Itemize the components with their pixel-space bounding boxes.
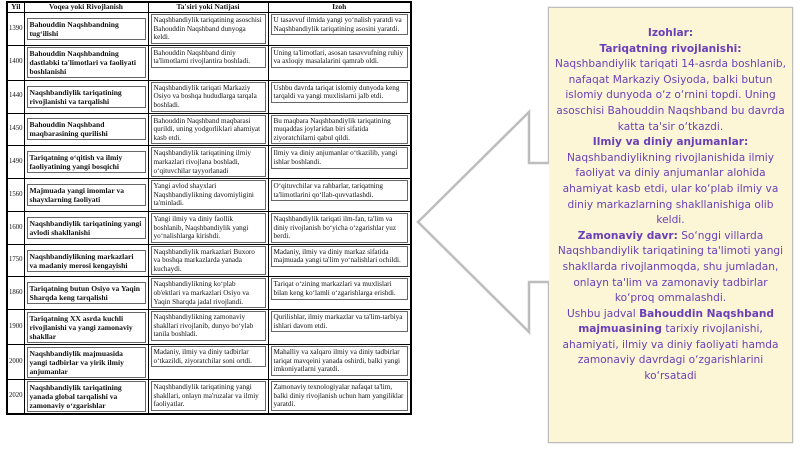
- result-cell-text: Naqshbandiylikning ko‘plab ob'ektlari va markazlari Osiyo va Yaqin Sharqda jadal rivojlandi.: [151, 278, 266, 308]
- year-cell: 1390: [7, 13, 24, 46]
- table-row: [7, 45, 411, 80]
- event-cell-text: Naqshbandiylik tariqatining yangi avlodi shakllanishi: [27, 217, 146, 239]
- note-cell-text: Madaniy, ilmiy va diniy markaz sifatida majmuada yangi ta'lim yo‘nalishlari ochildi.: [271, 246, 409, 267]
- table-row: [7, 345, 411, 380]
- note-cell: [268, 345, 411, 380]
- result-cell-text: Naqshbandiylik tariqatining ilmiy markazlari rivojlana boshladi, o‘qituvchilar tayyorlanadi: [151, 147, 266, 177]
- event-cell: [24, 310, 148, 345]
- table-row: [7, 244, 411, 277]
- event-cell: [24, 244, 148, 277]
- event-cell: [24, 13, 148, 46]
- table-row: [7, 277, 411, 310]
- note-cell-text: Mahalliy va xalqaro ilmiy va diniy tadbirlar tariqat mavqeini yanada oshirdi, balki yangi imkoniyatlarni yaratdi.: [271, 346, 409, 376]
- section-body-conferences: Naqshbandiylikning rivojlanishida ilmiy faoliyat va diniy anjumanlar alohida ahamiyat kasb etdi, ular ko‘plab ilmiy va diniy markazlarning shakllanishiga olib keldi.: [562, 151, 779, 227]
- event-cell: [24, 345, 148, 380]
- column-header-year: Yil: [7, 2, 24, 13]
- section-heading-modern: Zamonaviy davr:: [577, 229, 678, 242]
- table-row: [7, 211, 411, 244]
- event-cell-text: Majmuada yangi imomlar va shayxlarning faoliyati: [27, 184, 146, 206]
- result-cell-text: Naqshbandiylik tariqatining yangi shakllari, onlayn ma'ruzalar va ilmiy faoliyatlar.: [151, 381, 266, 411]
- note-cell-text: Uning ta'limotlari, asosan tasavvufning ruhiy va axloqiy masalalarini qamrab oldi.: [271, 47, 409, 68]
- year-cell: 1440: [7, 80, 24, 113]
- result-cell-text: Yangi ilmiy va diniy faollik boshlanib, Naqshbandiylik yangi yo‘nalishlarga kirishdi.: [151, 213, 266, 243]
- year-cell: 1450: [7, 113, 24, 146]
- column-header-note: Izoh: [268, 2, 411, 13]
- table-row: [7, 80, 411, 113]
- result-cell-text: Bahouddin Naqshband maqbarasi qurildi, uning yodgorliklari ahamiyat kasb etdi.: [151, 115, 266, 145]
- result-cell: [148, 277, 268, 310]
- column-header-event: Voqea yoki Rivojlanish: [24, 2, 148, 13]
- event-cell: [24, 277, 148, 310]
- event-cell-text: Naqshbandiylik tariqatining rivojlanishi va tarqalishi: [27, 86, 146, 108]
- result-cell: [148, 113, 268, 146]
- year-cell: 1490: [7, 146, 24, 179]
- result-cell-text: Naqshbandiylik tariqatining asoschisi Bahouddin Naqshband dunyoga keldi.: [151, 14, 266, 44]
- table-body: [7, 13, 411, 415]
- note-cell-text: Tariqat o‘zining markazlari va muxlislari bilan keng ko‘lamli o‘zgarishlarga erishdi.: [271, 278, 409, 299]
- result-cell-text: Naqshbandiylik tariqati Markaziy Osiyo va boshqa hududlarga tarqala boshladi.: [151, 82, 266, 112]
- result-cell: [148, 45, 268, 80]
- result-cell-text: Madaniy, ilmiy va diniy tadbirlar o‘tkazildi, ziyoratchilar soni ortdi.: [151, 346, 266, 367]
- note-cell: [268, 80, 411, 113]
- event-cell: [24, 45, 148, 80]
- event-cell-text: Naqshbandiylik tariqatining yanada global tarqalishi va zamonaviy o‘zgarishlar: [27, 381, 146, 412]
- year-cell: 1860: [7, 277, 24, 310]
- event-cell: [24, 211, 148, 244]
- result-cell: [148, 380, 268, 415]
- note-cell: [268, 146, 411, 179]
- event-cell: [24, 80, 148, 113]
- event-cell-text: Tariqatning butun Osiyo va Yaqin Sharqda keng tarqalishi: [27, 282, 146, 304]
- event-cell: [24, 146, 148, 179]
- section-heading-development: Tariqatning rivojlanishi:: [599, 42, 742, 55]
- note-cell: [268, 45, 411, 80]
- note-cell: [268, 244, 411, 277]
- note-cell: [268, 211, 411, 244]
- year-cell: 1750: [7, 244, 24, 277]
- table-row: [7, 179, 411, 212]
- result-cell: [148, 211, 268, 244]
- table-row: [7, 146, 411, 179]
- result-cell-text: Naqshbandiylik markazlari Buxoro va boshqa markazlarda yanada kuchaydi.: [151, 246, 266, 276]
- closing-paragraph: [553, 307, 788, 385]
- result-cell: [148, 310, 268, 345]
- result-cell: [148, 80, 268, 113]
- event-cell-text: Tariqatning XX asrda kuchli rivojlanishi va yangi zamonaviy shakllar: [27, 312, 146, 343]
- note-cell: [268, 113, 411, 146]
- year-cell: 2000: [7, 345, 24, 380]
- result-cell: [148, 179, 268, 212]
- note-cell-text: Bu maqbara Naqshbandiylik tariqatining muqaddas joylaridan biri sifatida ziyoratchilarni qabul qildi.: [271, 115, 409, 145]
- explanation-title: Izohlar:: [647, 27, 694, 39]
- result-cell-text: Bahouddin Naqshband diniy ta'limotlarni rivojlantira boshladi.: [151, 47, 266, 68]
- table-header-row: [7, 2, 411, 13]
- note-cell-text: Ilmiy va diniy anjumanlar o‘tkazilib, yangi ishlar boshlandi.: [271, 147, 409, 168]
- event-cell-text: Bahouddin Naqshband maqbarasining qurilishi: [27, 118, 146, 140]
- result-cell-text: Naqshbandiylikning zamonaviy shakllari rivojlanib, dunyo bo‘ylab tanila boshladi.: [151, 311, 266, 341]
- event-cell: [24, 113, 148, 146]
- event-cell-text: Bahouddin Naqshbandning tug‘ilishi: [27, 18, 146, 40]
- note-cell-text: Zamonaviy texnologiyalar nafaqat ta'lim, balki diniy rivojlanish uchun ham yangiliklar yaratdi.: [271, 381, 409, 411]
- year-cell: 1900: [7, 310, 24, 345]
- result-cell: [148, 13, 268, 46]
- event-cell-text: Naqshbandiylik majmuasida yangi tadbirlar va yirik ilmiy anjumanlar: [27, 347, 146, 378]
- table-row: [7, 310, 411, 345]
- note-cell: [268, 277, 411, 310]
- event-cell-text: Bahouddin Naqshbandning dastlabki ta'limotlari va faoliyati boshlanishi: [27, 47, 146, 78]
- section-body-development: Naqshbandiylik tariqati 14-asrda boshlanib, nafaqat Markaziy Osiyoda, balki butun islomiy dunyoda o‘z o‘rnini topdi. Uning asoschisi Bahouddin Naqshband bu davrda katta ta'sir o‘tkazdi.: [555, 58, 786, 133]
- table-row: [7, 380, 411, 415]
- note-cell: [268, 13, 411, 46]
- timeline-table-container: [6, 1, 410, 445]
- note-cell-text: Qurilishlar, ilmiy markazlar va ta'lim-tarbiya ishlari davom etdi.: [271, 311, 409, 332]
- year-cell: 2020: [7, 380, 24, 415]
- note-cell: [268, 380, 411, 415]
- explanation-text: [553, 26, 788, 385]
- section-heading-conferences: Ilmiy va diniy anjumanlar:: [592, 136, 749, 149]
- note-cell-text: U tasavvuf ilmida yangi yo‘nalish yaratdi va Naqshbandiylik tariqatining asosini yaratdi.: [271, 14, 409, 35]
- section-body-modern: So‘nggi villarda Naqshbandiylik tariqatining ta'limoti yangi shakllarda rivojlanmoqda, shu jumladan, onlayn ta'lim va zamonaviy tadbirlar ko‘proq ommalashdi.: [557, 229, 784, 305]
- note-cell-text: Ushbu davrda tariqat islomiy dunyoda keng tarqaldi va yangi muxlislarni jalb etdi.: [271, 82, 409, 103]
- section-modern-paragraph: [553, 229, 788, 307]
- year-cell: 1600: [7, 211, 24, 244]
- event-cell-text: Naqshbandiylikning markazlari va madaniy merosi kengayishi: [27, 250, 146, 272]
- column-header-result: Ta'siri yoki Natijasi: [148, 2, 268, 13]
- explanation-box: [549, 8, 792, 442]
- closing-pre: Ushbu jadval: [567, 307, 636, 320]
- result-cell: [148, 345, 268, 380]
- event-cell-text: Tariqatning o‘qitish va ilmiy faoliyatining yangi bosqichi: [27, 151, 146, 173]
- year-cell: 1560: [7, 179, 24, 212]
- note-cell-text: O‘qituvchilar va rahbarlar, tariqatning ta'limotlarini qo‘llab-quvvatlashdi.: [271, 180, 409, 201]
- year-cell: 1400: [7, 45, 24, 80]
- event-cell: [24, 380, 148, 415]
- note-cell-text: Naqshbandiylik tariqati ilm-fan, ta'lim va diniy rivojlanish bo‘yicha o‘zgarishlar yuz berdi.: [271, 213, 409, 243]
- note-cell: [268, 310, 411, 345]
- result-cell: [148, 146, 268, 179]
- note-cell: [268, 179, 411, 212]
- table-row: [7, 13, 411, 46]
- closing-bold: Bahouddin Naqshband majmuasining: [578, 307, 774, 336]
- result-cell-text: Yangi avlod shayxlari Naqshbandiylikning davomiyligini ta'minladi.: [151, 180, 266, 210]
- table-row: [7, 113, 411, 146]
- timeline-table: [6, 1, 412, 415]
- result-cell: [148, 244, 268, 277]
- closing-post: tarixiy rivojlanishi, ahamiyati, ilmiy va diniy faoliyati hamda zamonaviy davrdagi o‘zgarishlarini ko‘rsatadi: [562, 323, 779, 383]
- event-cell: [24, 179, 148, 212]
